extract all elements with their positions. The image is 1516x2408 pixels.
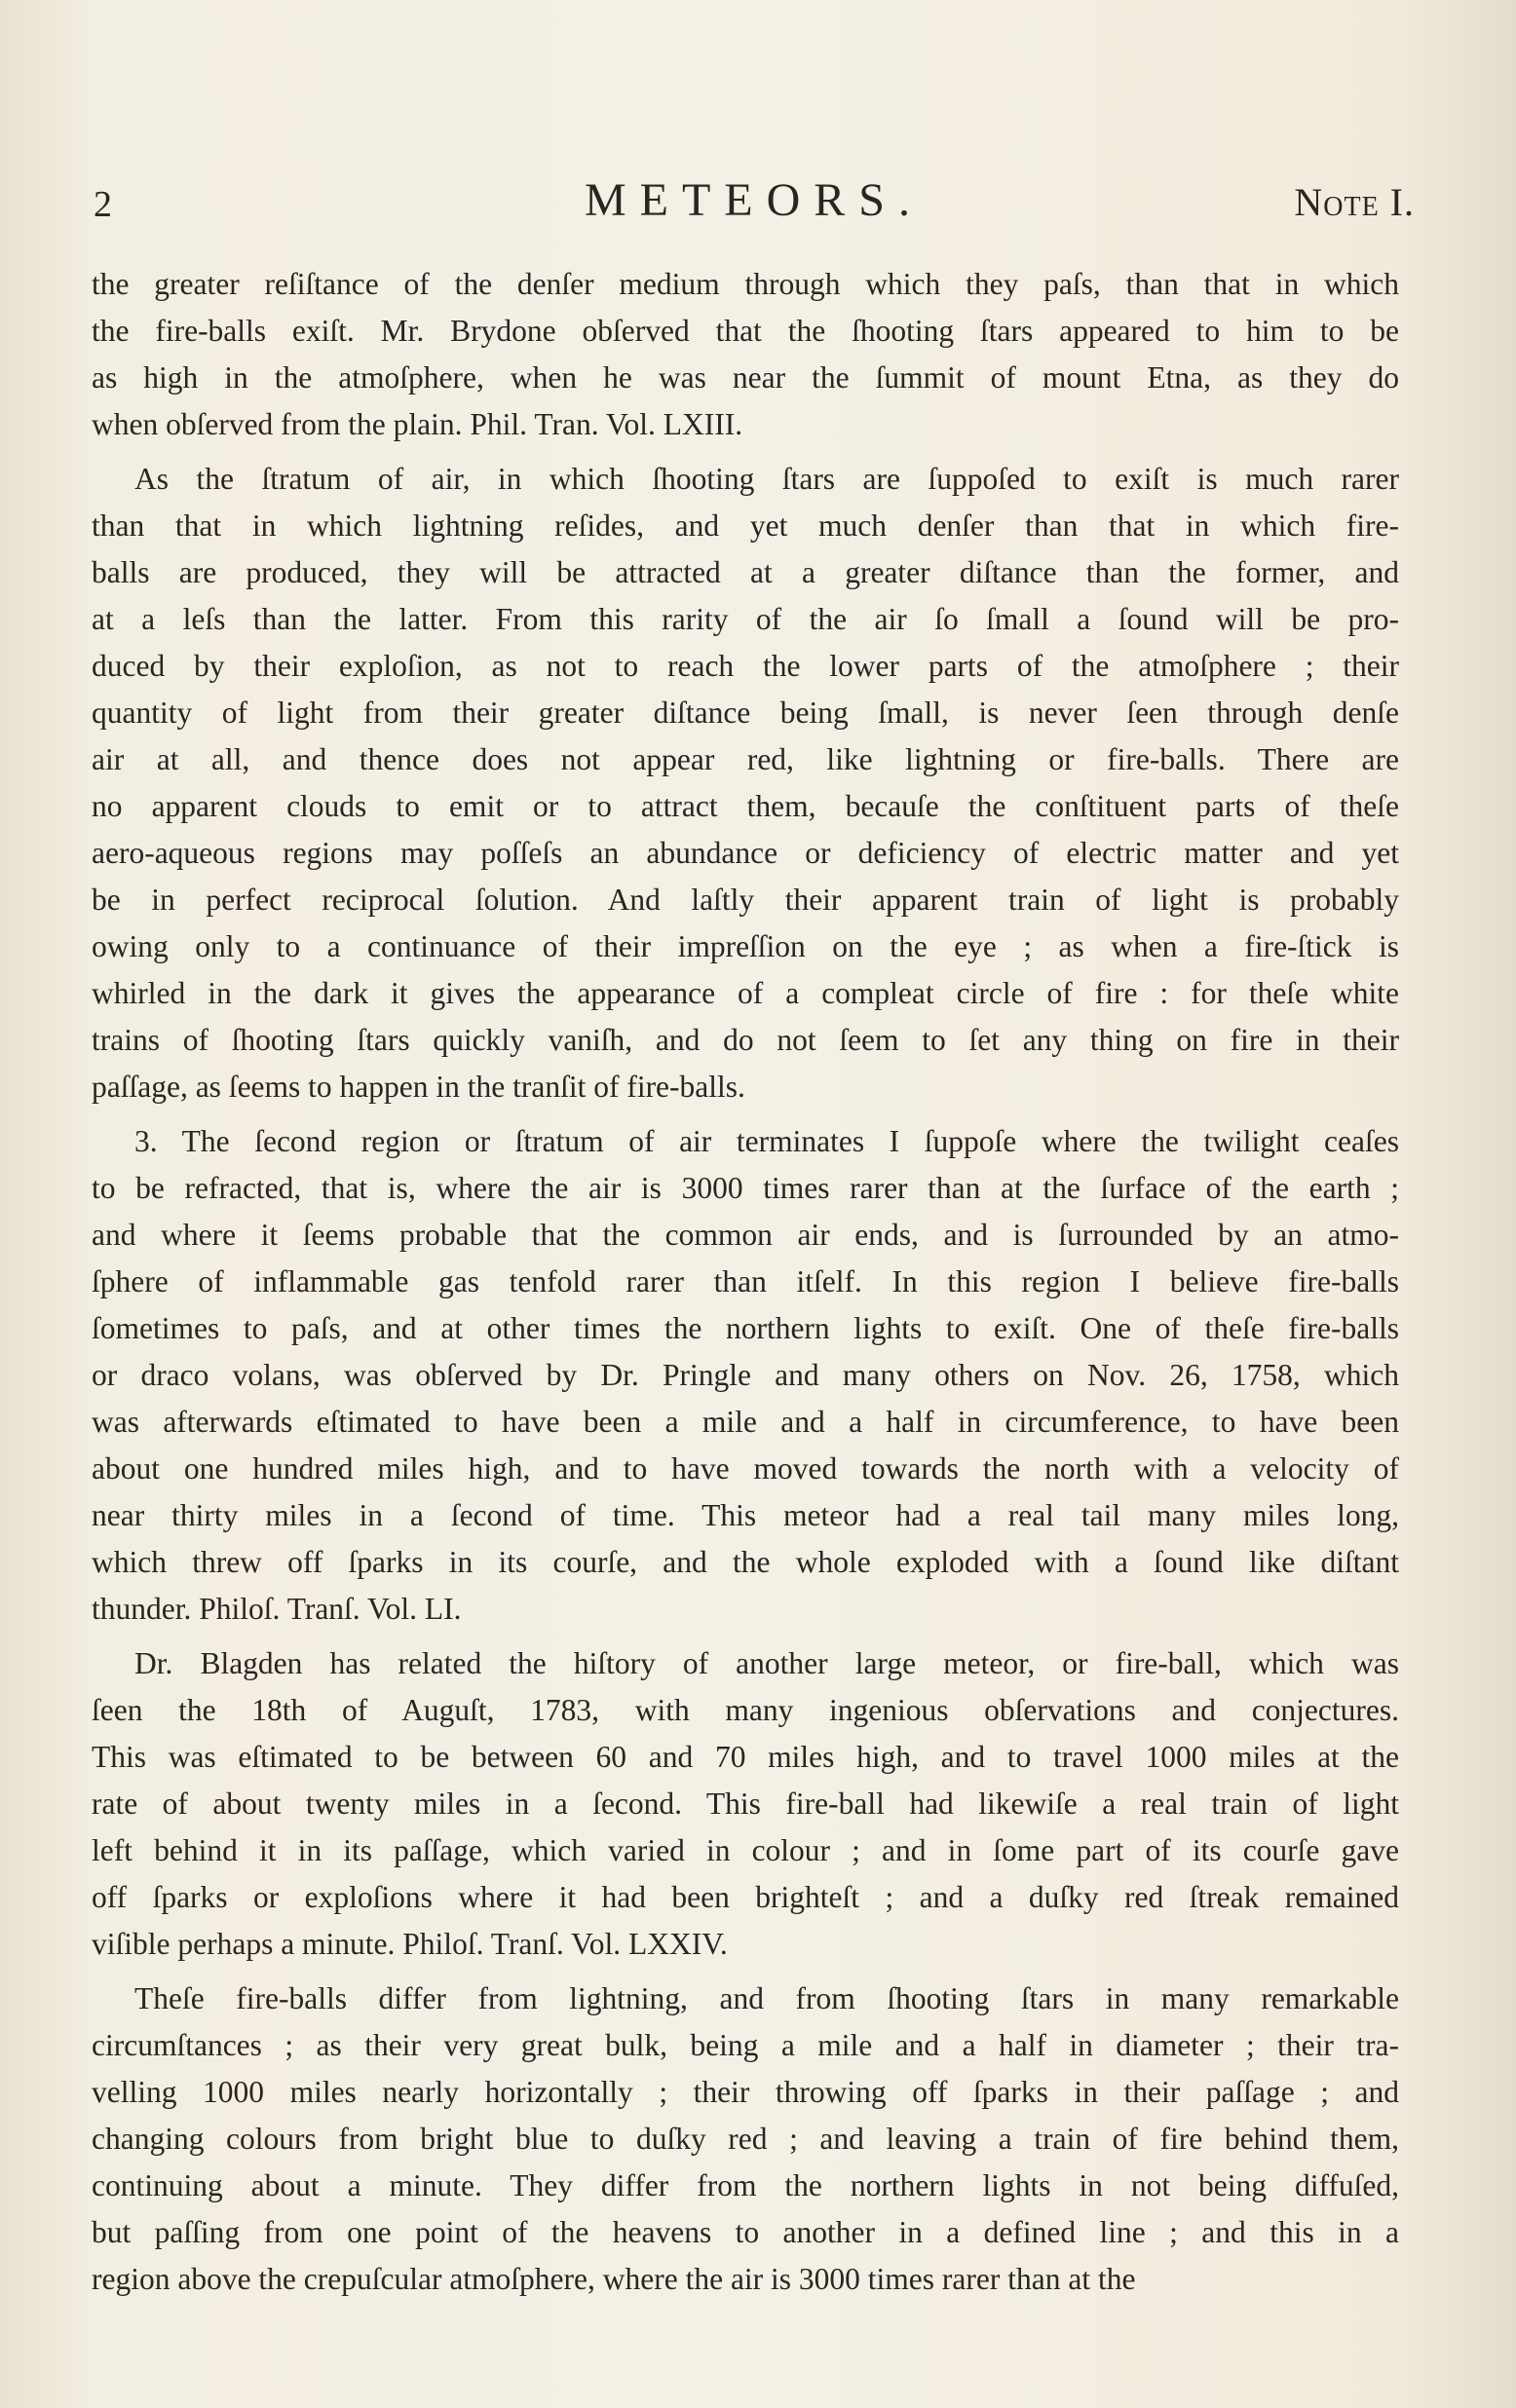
text-line: the fire-balls exiſt. Mr. Brydone obſerved that the ſhooting ſtars appeared to him to be — [92, 314, 1399, 348]
text-line: velling 1000 miles nearly horizontally ; their throwing off ſparks in their paſſage ; and — [92, 2075, 1399, 2109]
text-line: quantity of light from their greater diſtance being ſmall, is never ſeen through denſe — [92, 696, 1399, 730]
text-line: rate of about twenty miles in a ſecond. This fire-ball had likewiſe a real train of light — [92, 1787, 1399, 1821]
text-line: This was eſtimated to be between 60 and 70 miles high, and to travel 1000 miles at the — [92, 1740, 1399, 1774]
page-number: 2 — [94, 184, 112, 225]
text-line: off ſparks or exploſions where it had been brighteſt ; and a duſky red ſtreak remained — [92, 1880, 1399, 1914]
text-line: and where it ſeems probable that the common air ends, and is ſurrounded by an atmo- — [92, 1218, 1399, 1252]
running-title: METEORS. — [584, 174, 924, 226]
text-line: continuing about a minute. They differ from the northern lights in not being diffuſed, — [92, 2168, 1399, 2202]
text-line: ſometimes to paſs, and at other times the northern lights to exiſt. One of theſe fire-balls — [92, 1311, 1399, 1345]
text-line: at a leſs than the latter. From this rarity of the air ſo ſmall a ſound will be pro- — [92, 602, 1399, 636]
paragraph — [92, 261, 1399, 448]
text-line: balls are produced, they will be attracted at a greater diſtance than the former, and — [92, 555, 1399, 589]
text-line: 3. The ſecond region or ſtratum of air terminates I ſuppoſe where the twilight ceaſes — [134, 1124, 1399, 1158]
paragraph — [92, 1975, 1399, 2303]
text-line: owing only to a continuance of their impreſſion on the eye ; as when a fire-ſtick is — [92, 929, 1399, 963]
paragraph — [92, 1118, 1399, 1633]
text-line: be in perfect reciprocal ſolution. And laſtly their apparent train of light is probably — [92, 883, 1399, 917]
paragraph — [92, 456, 1399, 1110]
text-line: circumſtances ; as their very great bulk, being a mile and a half in diameter ; their tra- — [92, 2028, 1399, 2062]
text-line: but paſſing from one point of the heavens to another in a defined line ; and this in a — [92, 2215, 1399, 2249]
text-line: Dr. Blagden has related the hiſtory of another large meteor, or fire-ball, which was — [134, 1646, 1399, 1680]
text-line: air at all, and thence does not appear red, like lightning or fire-balls. There are — [92, 742, 1399, 776]
text-line: left behind it in its paſſage, which varied in colour ; and in ſome part of its courſe gave — [92, 1833, 1399, 1867]
text-line: region above the crepuſcular atmoſphere, where the air is 3000 times rarer than at the — [92, 2262, 1136, 2296]
text-line: the greater reſiſtance of the denſer medium through which they paſs, than that in which — [92, 267, 1399, 301]
text-line: duced by their exploſion, as not to reach the lower parts of the atmoſphere ; their — [92, 649, 1399, 683]
text-line: paſſage, as ſeems to happen in the tranſit of fire-balls. — [92, 1070, 745, 1104]
text-line: viſible perhaps a minute. Philoſ. Tranſ. Vol. LXXIV. — [92, 1927, 728, 1961]
text-line: aero-aqueous regions may poſſeſs an abundance or deficiency of electric matter and yet — [92, 836, 1399, 870]
paragraph — [92, 1640, 1399, 1968]
text-line: which threw off ſparks in its courſe, and the whole exploded with a ſound like diſtant — [92, 1545, 1399, 1579]
text-line: about one hundred miles high, and to have moved towards the north with a velocity of — [92, 1451, 1399, 1486]
text-line: than that in which lightning reſides, and yet much denſer than that in which fire- — [92, 508, 1399, 543]
text-line: As the ſtratum of air, in which ſhooting ſtars are ſuppoſed to exiſt is much rarer — [134, 462, 1399, 496]
text-line: was afterwards eſtimated to have been a mile and a half in circumference, to have been — [92, 1405, 1399, 1439]
text-line: no apparent clouds to emit or to attract them, becauſe the conſtituent parts of theſe — [92, 789, 1399, 823]
text-line: or draco volans, was obſerved by Dr. Pringle and many others on Nov. 26, 1758, which — [92, 1358, 1399, 1392]
text-line: trains of ſhooting ſtars quickly vaniſh, and do not ſeem to ſet any thing on fire in their — [92, 1023, 1399, 1057]
text-line: as high in the atmoſphere, when he was near the ſummit of mount Etna, as they do — [92, 360, 1399, 395]
text-line: ſphere of inflammable gas tenfold rarer than itſelf. In this region I believe fire-balls — [92, 1264, 1399, 1298]
text-line: changing colours from bright blue to duſky red ; and leaving a train of fire behind them, — [92, 2122, 1399, 2156]
text-line: near thirty miles in a ſecond of time. This meteor had a real tail many miles long, — [92, 1498, 1399, 1532]
text-line: thunder. Philoſ. Tranſ. Vol. LI. — [92, 1592, 462, 1626]
text-line: Theſe fire-balls differ from lightning, and from ſhooting ſtars in many remarkable — [134, 1981, 1399, 2015]
text-line: to be refracted, that is, where the air is 3000 times rarer than at the ſurface of the earth ; — [92, 1171, 1399, 1205]
note-label: Note I. — [1294, 180, 1415, 224]
page-header — [94, 173, 1415, 236]
body-text — [92, 261, 1399, 2311]
text-line: when obſerved from the plain. Phil. Tran. Vol. LXIII. — [92, 407, 743, 441]
text-line: ſeen the 18th of Auguſt, 1783, with many ingenious obſervations and conjectures. — [92, 1693, 1399, 1727]
text-line: whirled in the dark it gives the appearance of a compleat circle of fire : for theſe white — [92, 976, 1399, 1010]
